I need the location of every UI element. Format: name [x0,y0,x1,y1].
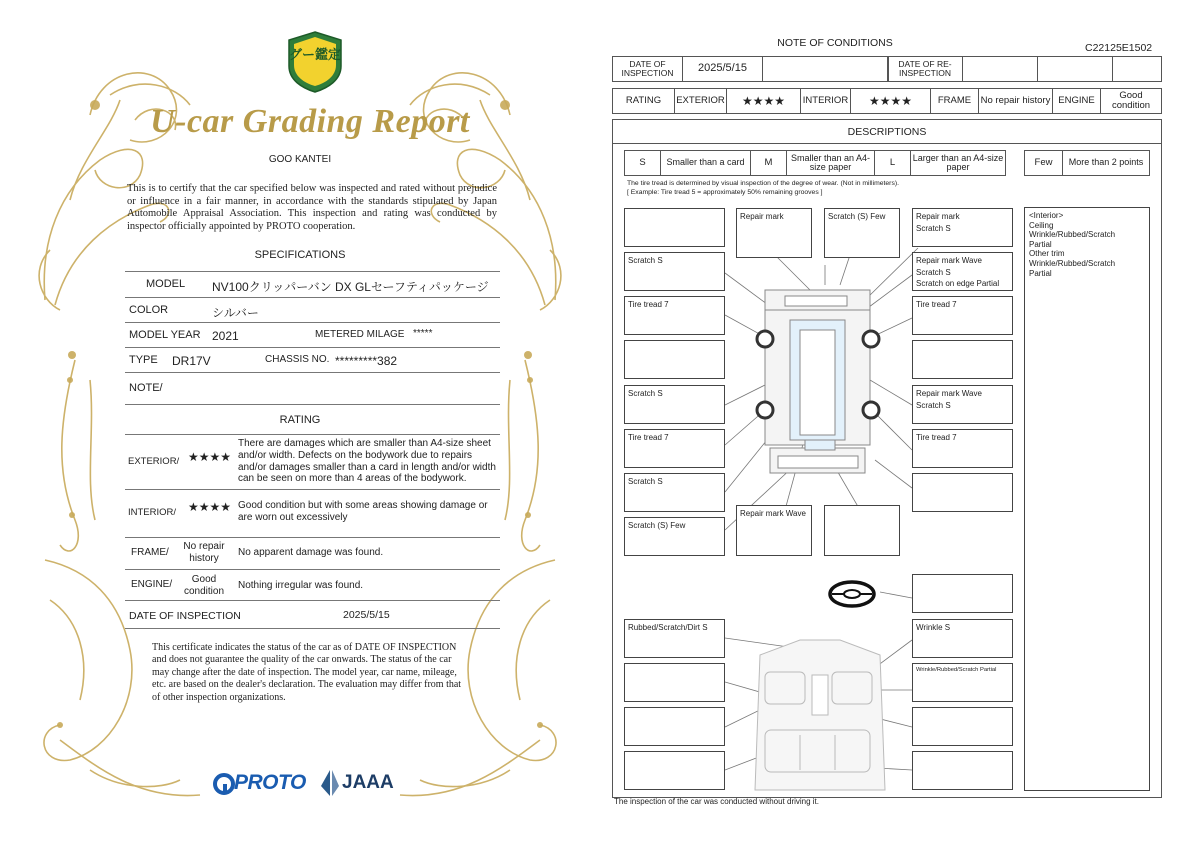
model-label: MODEL [146,278,186,290]
frame-label: FRAME/ [131,547,169,558]
note-box-left-6: Scratch S [624,473,725,512]
note-box-interior-right-2: Wrinkle/Rubbed/Scratch Partial [912,663,1013,702]
note-box-steering [912,574,1013,613]
note-box-left-4: Scratch S [624,385,725,424]
note-box-right-5: Tire tread 7 [912,429,1013,468]
date-of-inspection-label: DATE OF INSPECTION [613,57,683,81]
note-box-interior-left-4 [624,751,725,790]
proto-logo [212,770,312,798]
color-label: COLOR [129,304,169,316]
document-code: C22125E1502 [1085,42,1153,54]
note-box-right-2: Tire tread 7 [912,296,1013,335]
engine-label: ENGINE/ [131,579,173,590]
certificate-footer: This certificate indicates the status of the car as of DATE OF INSPECTION and does not guarantee the quality of the car onwards. The status of the car may change after the date of inspection. The model year, car name, mileage, etc. are based on the dealer's declaration. The evaluation may differ from that of other inspection organizations. [152,642,462,703]
chassis-value: *********382 [335,354,398,368]
note-box-interior-right-4 [912,751,1013,790]
interior-note-line: <Interior> [1029,211,1064,220]
type-label: TYPE [129,354,158,366]
interior-note-line: Ceiling [1029,220,1054,230]
steering-wheel-icon [830,582,874,606]
interior-note-line: Wrinkle/Rubbed/Scratch [1029,230,1116,240]
badge-text: グー鑑定 [288,47,341,62]
note-box-right-3 [912,340,1013,379]
jaaa-logo-text: JAAA [342,772,394,793]
note-box-right-4: Repair mark Wave Scratch S [912,385,1013,424]
date-of-inspection-value: 2025/5/15 [343,609,390,621]
note-box-right-6 [912,473,1013,512]
interior-note-line: Wrinkle/Rubbed/Scratch [1029,258,1116,268]
interior-description: Good condition but with some areas showing damage or are worn out excessively [238,500,488,523]
report-subtitle: GOO KANTEI [268,154,332,165]
rating-heading: RATING [279,414,321,426]
interior-stars: ★★★★ [188,500,232,514]
note-box-interior-left-1: Rubbed/Scratch/Dirt S [624,619,725,658]
type-value: DR17V [172,354,211,368]
note-box-front-right: Repair mark Scratch S [912,208,1013,247]
note-box-interior-left-3 [624,707,725,746]
exterior-label: EXTERIOR [675,89,727,113]
date-of-inspection-label: DATE OF INSPECTION [129,610,241,622]
note-box-front-1: Repair mark [736,208,812,258]
certification-statement: This is to certify that the car specified below was inspected and rated without prejudice or influence in a fair manner, in accordance with the standards stipulated by Japan Automobile Appraisal Association. This inspection and rating was conducted by inspector officially appointed by PROTO cooperation. [127,183,497,232]
conditions-footer: The inspection of the car was conducted without driving it. [614,797,819,806]
model-value: NV100クリッパーバン DX GLセーフティパッケージ [212,280,489,294]
report-title: U-car Grading Report [150,103,470,140]
note-box-left-3 [624,340,725,379]
legend-l-key: L [875,151,911,175]
interior-label: INTERIOR [801,89,851,113]
note-box-interior-right-1: Wrinkle S [912,619,1013,658]
note-box-right-1: Repair mark Wave Scratch S Scratch on edge Partial [912,252,1013,291]
legend-s-desc: Smaller than a card [661,151,751,175]
model-year-label: MODEL YEAR [129,329,201,341]
note-box-left-7: Scratch (S) Few [624,517,725,556]
interior-stars: ★★★★ [851,89,931,113]
legend-few-desc: More than 2 points [1068,157,1144,168]
jaaa-mark-icon [318,768,340,798]
exterior-stars: ★★★★ [727,89,801,113]
descriptions-heading: DESCRIPTIONS [613,120,1161,144]
legend-m-desc: Smaller than an A4-size paper [787,151,875,175]
note-box-left-1: Scratch S [624,252,725,291]
frame-description: No apparent damage was found. [238,547,384,558]
interior-label: INTERIOR/ [128,507,177,518]
interior-notes-panel [1024,207,1150,791]
chassis-label: CHASSIS NO. [265,354,330,365]
note-box-interior-right-3 [912,707,1013,746]
note-box-front-2: Scratch (S) Few [824,208,900,258]
metered-milage-label: METERED MILAGE [315,329,405,340]
jaaa-logo [318,768,398,798]
note-box-left-2: Tire tread 7 [624,296,725,335]
exterior-description: There are damages which are smaller than A4-size sheet and/or width. Defects on the bodywork due to repairs and/or damages smaller than a card in length and/or width can be seen on more than 4 areas of the bodywork. [238,438,496,485]
date-of-inspection-value: 2025/5/15 [683,57,763,81]
exterior-label: EXTERIOR/ [128,456,180,467]
note-box-left-5: Tire tread 7 [624,429,725,468]
note-box-rear-1: Repair mark Wave [736,505,812,556]
note-label: NOTE/ [129,382,163,394]
engine-value: Good condition [1111,90,1151,111]
metered-milage-value: ***** [413,328,433,339]
tire-note-line-1: The tire tread is determined by visual inspection of the degree of wear. (Not in millimeters). [627,180,899,187]
frame-value: No repair history [979,89,1053,113]
color-value: シルバー [212,306,259,320]
conditions-title: NOTE OF CONDITIONS [777,37,893,49]
legend-s-key: S [625,151,661,175]
note-box-interior-left-2 [624,663,725,702]
interior-note-line: Other trim [1029,249,1065,259]
interior-note-line: Partial [1029,239,1052,249]
tire-note-line-2: [ Example: Tire tread 5 = approximately 50% remaining grooves ] [627,189,823,196]
exterior-stars: ★★★★ [188,450,232,464]
goo-kantei-badge-icon [286,30,344,94]
engine-value: Good condition [183,574,225,597]
engine-description: Nothing irregular was found. [238,580,364,591]
note-of-conditions [600,0,1200,848]
legend-l-desc: Larger than an A4-size paper [912,152,1004,172]
interior-note-line: Partial [1029,268,1052,278]
specifications-heading: SPECIFICATIONS [254,249,346,261]
note-box-front-left [624,208,725,247]
rating-label: RATING [613,89,675,113]
engine-label: ENGINE [1053,89,1101,113]
legend-m-key: M [751,151,787,175]
model-year-value: 2021 [212,329,239,343]
proto-logo-text: PROTO [234,771,306,794]
frame-value: No repair history [183,541,225,564]
frame-label: FRAME [931,89,979,113]
note-box-rear-2 [824,505,900,556]
date-of-reinspection-label: DATE OF RE-INSPECTION [888,57,963,81]
legend-few-key: Few [1025,151,1063,175]
proto-mark-icon [212,772,236,796]
